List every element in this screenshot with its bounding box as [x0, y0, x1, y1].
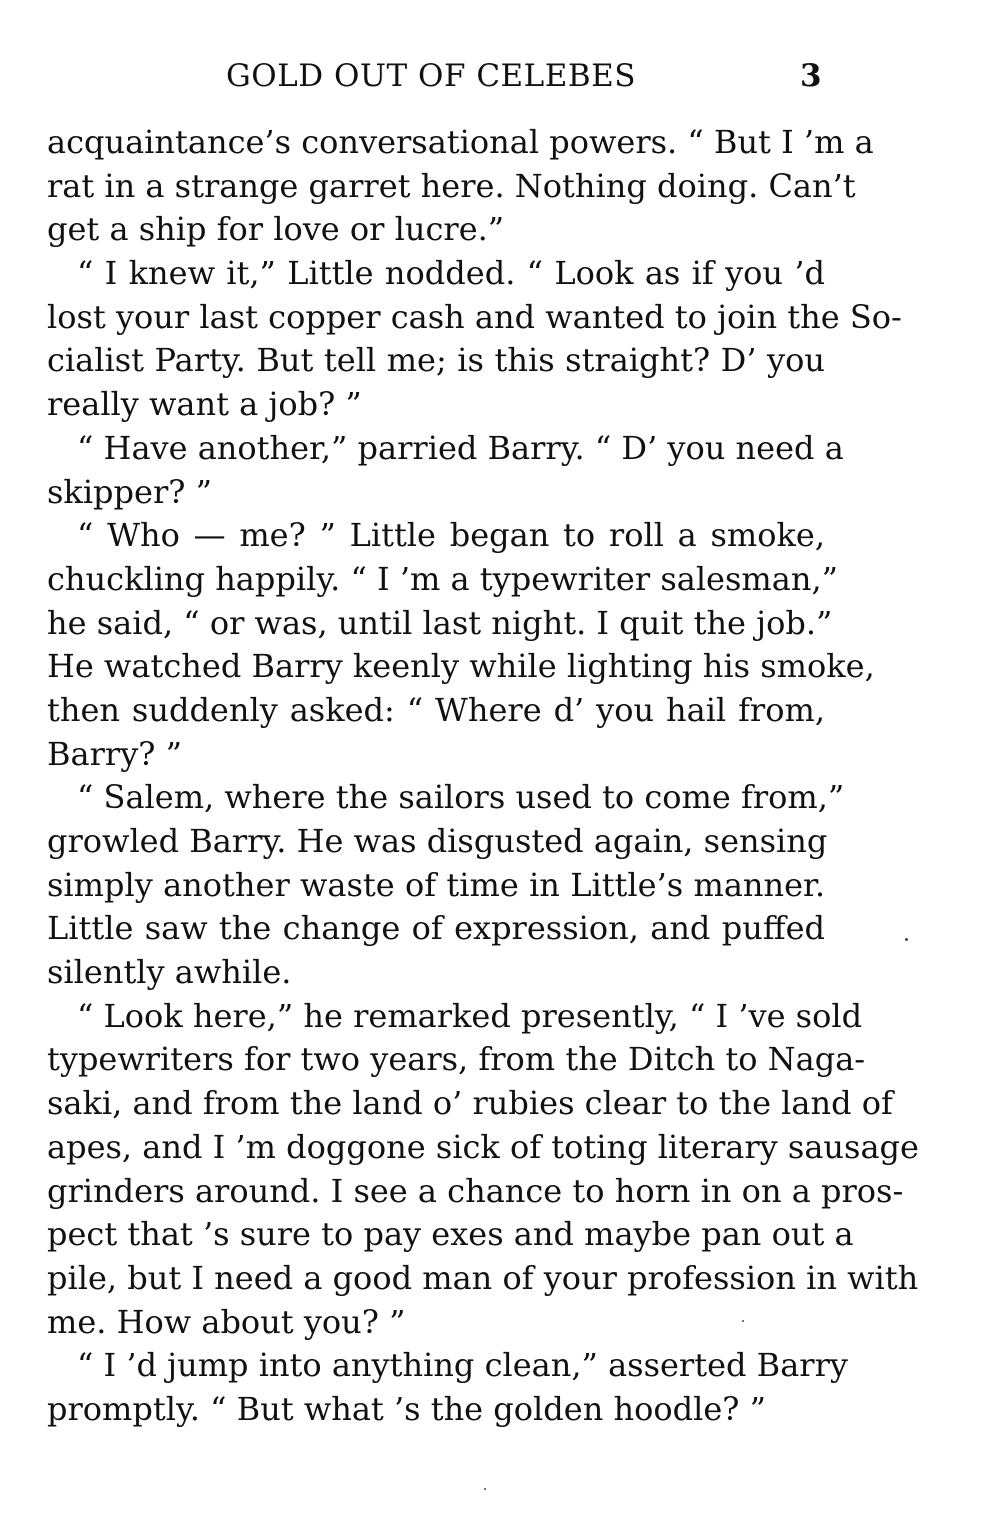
text-line: “ Salem, where the sailors used to come from,”: [77, 778, 845, 817]
paragraph: [47, 427, 844, 514]
text-line: Little saw the change of expression, and puffed: [47, 909, 825, 948]
page-number: 3: [800, 58, 822, 94]
text-line: simply another waste of time in Little’s manner.: [47, 865, 825, 904]
running-title: GOLD OUT OF CELEBES: [226, 58, 637, 94]
text-line: really want a job? ”: [47, 385, 362, 424]
text-line: typewriters for two years, from the Ditch to Naga-: [47, 1040, 866, 1079]
paper-speck: [742, 1320, 744, 1322]
paragraph: [47, 776, 845, 994]
paper-speck: [905, 938, 908, 941]
text-line: then suddenly asked: “ Where d’ you hail from,: [47, 690, 825, 729]
text-line: chuckling happily. “ I ’m a typewriter salesman,”: [47, 559, 838, 598]
text-line: me. How about you? ”: [47, 1302, 406, 1341]
text-line: cialist Party. But tell me; is this straight? D’ you: [47, 341, 825, 380]
text-line: lost your last copper cash and wanted to join the So-: [47, 297, 902, 336]
text-line: rat in a strange garret here. Nothing doing. Can’t: [47, 166, 856, 205]
paragraph: [47, 252, 902, 427]
body-text: [47, 121, 919, 1432]
text-line: He watched Barry keenly while lighting his smoke,: [47, 647, 875, 686]
text-line: “ I ’d jump into anything clean,” asserted Barry: [77, 1346, 848, 1385]
text-line: saki, and from the land o’ rubies clear to the land of: [47, 1084, 893, 1123]
text-line: get a ship for love or lucre.”: [47, 210, 505, 249]
text-line: pile, but I need a good man of your profession in with: [47, 1258, 919, 1297]
text-line: apes, and I ’m doggone sick of toting literary sausage: [47, 1127, 919, 1166]
text-line: growled Barry. He was disgusted again, sensing: [47, 822, 828, 860]
text-line: Barry? ”: [47, 734, 182, 773]
text-line: promptly. “ But what ’s the golden hoodle? ”: [47, 1389, 766, 1428]
paragraph: [47, 121, 874, 252]
paragraph: [47, 1344, 848, 1431]
paragraph: [47, 995, 919, 1345]
paragraph: [47, 514, 875, 776]
text-line: grinders around. I see a chance to horn in on a pros-: [47, 1171, 904, 1210]
text-line: “ Have another,” parried Barry. “ D’ you need a: [77, 428, 844, 467]
paper-speck: [484, 1488, 486, 1490]
text-line: “ I knew it,” Little nodded. “ Look as if you ’d: [77, 254, 825, 293]
text-line: he said, “ or was, until last night. I quit the job.”: [47, 603, 833, 642]
text-line: skipper? ”: [47, 472, 212, 511]
text-line: pect that ’s sure to pay exes and maybe pan out a: [47, 1215, 854, 1254]
text-line: silently awhile.: [47, 953, 292, 992]
running-head: [0, 58, 1000, 102]
text-line: “ Look here,” he remarked presently, “ I ’ve sold: [77, 996, 863, 1035]
text-line: “ Who — me? ” Little began to roll a smoke,: [77, 516, 825, 555]
text-line: acquaintance’s conversational powers. “ But I ’m a: [47, 123, 874, 161]
